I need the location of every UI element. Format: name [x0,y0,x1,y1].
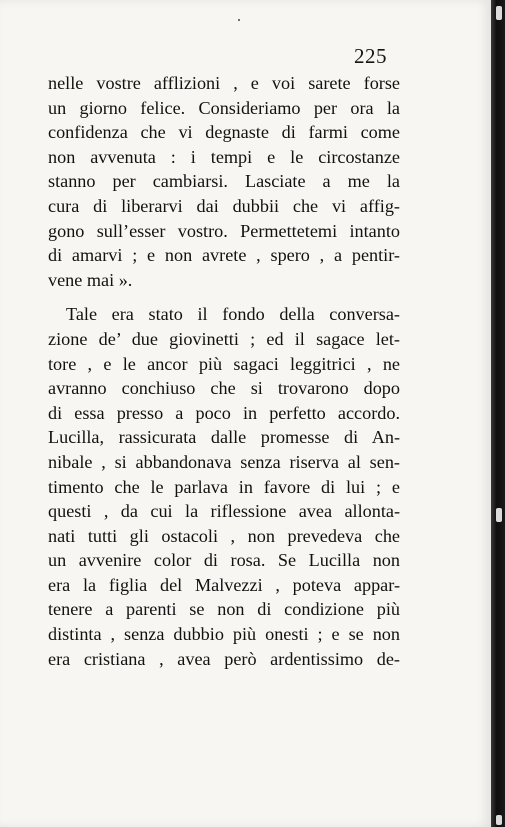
text-line: nibale , si abbandonava senza riserva al sen- [48,451,400,472]
text-line: questi , da cui la riflessione avea allonta- [48,501,400,522]
text-line: non avvenuta : i tempi e le circostanze [48,146,400,167]
body-text [48,71,400,671]
text-line: di amarvi ; e non avrete , spero , a pentir- [48,245,400,266]
text-line: nelle vostre afflizioni , e voi sarete forse [48,73,400,93]
page-number: 225 [354,44,387,68]
text-line: timento che le parlava in favore di lui ; e [48,476,400,497]
text-line: distinta , senza dubbio più onesti ; e se non [48,624,400,645]
text-line: avranno conchiuso che si trovarono dopo [48,378,400,399]
edge-mark [496,815,502,825]
text-line: gono sull’esser vostro. Permettetemi intanto [48,220,400,241]
text-line: stanno per cambiarsi. Lasciate a me la [48,171,400,192]
edge-mark [496,508,502,522]
ink-speck [238,19,240,21]
paragraph-1 [48,71,400,292]
text-line: un giorno felice. Consideriamo per ora la [48,97,400,118]
text-line: un avvenire color di rosa. Se Lucilla non [48,550,400,571]
text-line: tore , e le ancor più sagaci leggitrici , ne [48,353,400,374]
paragraph-gap [48,292,400,302]
text-line: confidenza che vi degnaste di farmi come [48,122,400,143]
text-line: di essa presso a poco in perfetto accordo. [48,402,400,423]
text-line: vene mai ». [48,269,133,290]
text-line: cura di liberarvi dai dubbii che vi affig- [48,195,400,216]
paragraph-2 [48,302,400,671]
text-line: tenere a parenti se non di condizione più [48,599,400,620]
text-line: Lucilla, rassicurata dalle promesse di An- [48,427,400,448]
edge-mark [496,6,502,20]
text-line: era la figlia del Malvezzi , poteva appar- [48,574,400,595]
text-line: zione de’ due giovinetti ; ed il sagace let- [48,328,400,349]
page-edge-shadow [491,0,505,827]
text-line: era cristiana , avea però ardentissimo de- [48,648,400,669]
text-line: Tale era stato il fondo della conversa- [66,304,400,325]
text-line: nati tutti gli ostacoli , non prevedeva che [48,525,400,546]
